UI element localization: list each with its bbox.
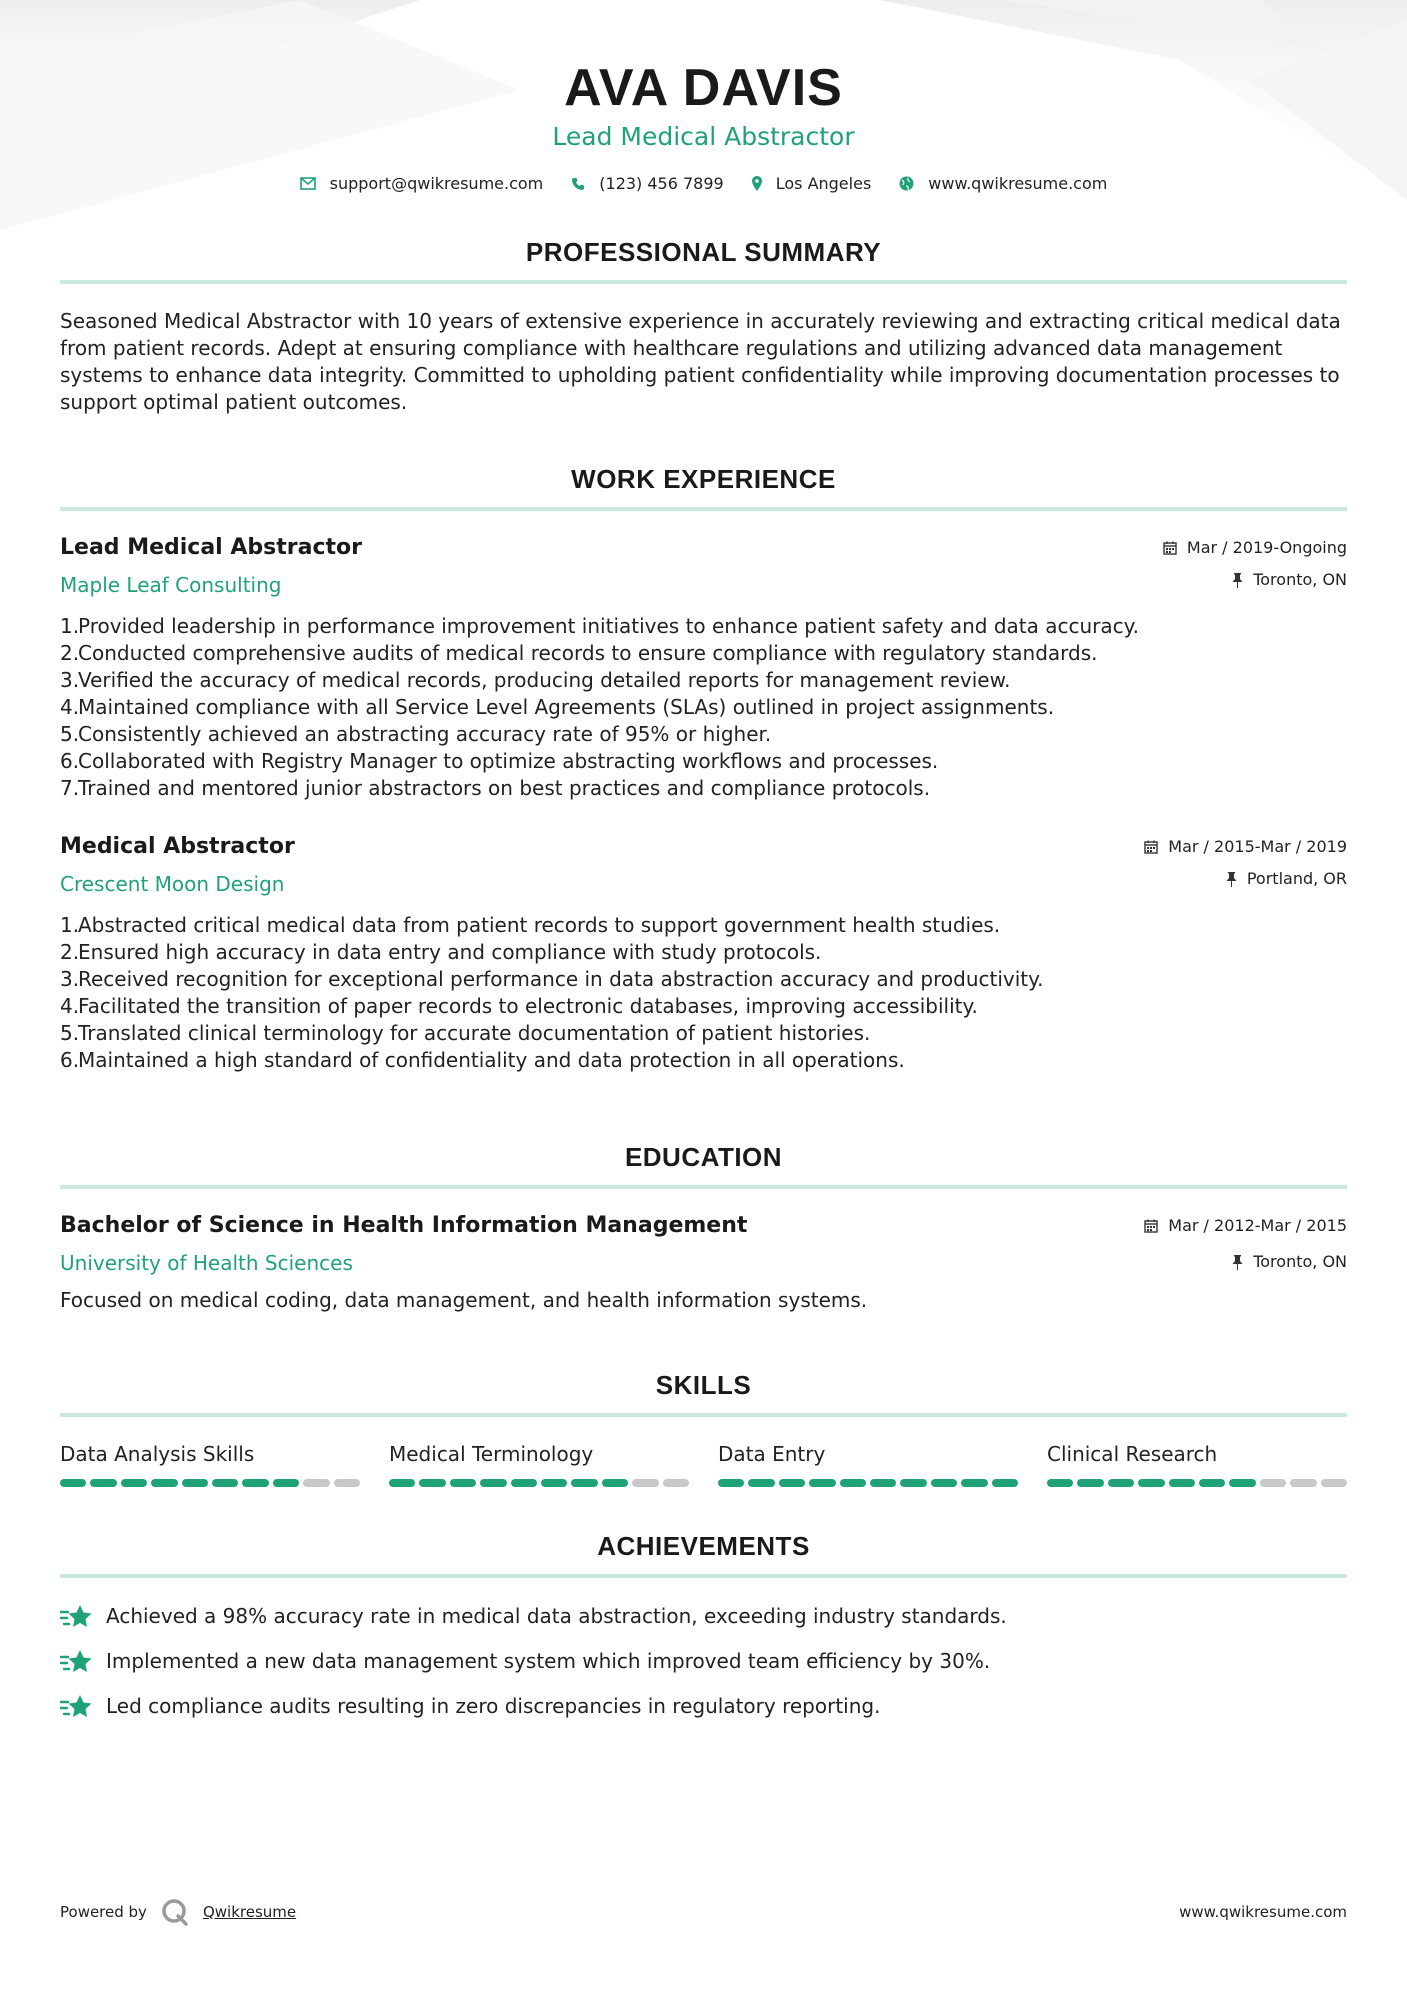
skill-segment-filled	[1229, 1479, 1255, 1487]
skill-segment-filled	[1047, 1479, 1073, 1487]
skill-segment-filled	[992, 1479, 1018, 1487]
skill-segment-empty	[1290, 1479, 1316, 1487]
education-section	[60, 1142, 1347, 1314]
skill-item	[389, 1441, 689, 1487]
skill-segment-filled	[182, 1479, 208, 1487]
page-footer	[60, 1898, 1347, 1926]
list-item: 5. Translated clinical terminology for accurate documentation of patient histories.	[60, 1021, 871, 1045]
skill-segment-filled	[602, 1479, 628, 1487]
skill-segment-filled	[90, 1479, 116, 1487]
section-divider	[60, 1413, 1347, 1417]
skill-segment-filled	[809, 1479, 835, 1487]
job-bullets	[60, 912, 1347, 1074]
skill-name: Data Entry	[718, 1442, 826, 1466]
contact-email-text: support@qwikresume.com	[329, 174, 544, 193]
job-entry	[60, 832, 1347, 1074]
skill-name: Clinical Research	[1047, 1442, 1218, 1466]
qwikresume-logo-icon	[161, 1898, 189, 1926]
list-item: 3. Received recognition for exceptional performance in data abstraction accuracy and productivity.	[60, 967, 1044, 991]
phone-icon	[571, 177, 585, 191]
skill-segment-filled	[1077, 1479, 1103, 1487]
skill-item	[60, 1441, 360, 1487]
calendar-icon	[1144, 840, 1158, 854]
education-meta	[1144, 1215, 1347, 1273]
skill-level-bar	[60, 1479, 360, 1487]
job-company: Crescent Moon Design	[60, 872, 285, 896]
skill-segment-empty	[632, 1479, 658, 1487]
skill-level-bar	[718, 1479, 1018, 1487]
skill-segment-filled	[1138, 1479, 1164, 1487]
list-item: 6. Collaborated with Registry Manager to optimize abstracting workflows and processes.	[60, 749, 939, 773]
job-dates-text: Mar / 2019-Ongoing	[1186, 538, 1347, 557]
skill-segment-empty	[1321, 1479, 1347, 1487]
star-icon	[60, 1694, 94, 1720]
candidate-title: Lead Medical Abstractor	[552, 122, 855, 151]
section-divider	[60, 280, 1347, 284]
list-item: 2. Conducted comprehensive audits of medical records to ensure compliance with regulatory standards.	[60, 641, 1098, 665]
achievements-list	[60, 1594, 1347, 1729]
qwikresume-link[interactable]: Qwikresume	[202, 1903, 297, 1921]
pushpin-icon	[1226, 872, 1237, 887]
skill-segment-filled	[931, 1479, 957, 1487]
list-item: 1. Provided leadership in performance improvement initiatives to enhance patient safety and data accuracy.	[60, 614, 1139, 638]
skill-item	[1047, 1441, 1347, 1487]
job-bullets	[60, 613, 1347, 802]
contact-phone[interactable]	[571, 174, 723, 193]
contact-bar	[60, 174, 1347, 193]
contact-phone-text: (123) 456 7899	[599, 174, 724, 193]
list-item: 7. Trained and mentored junior abstractors on best practices and compliance protocols.	[60, 776, 931, 800]
job-location	[1163, 569, 1347, 591]
list-item: Achieved a 98% accuracy rate in medical data abstraction, exceeding industry standards.	[60, 1594, 1347, 1639]
skill-segment-filled	[840, 1479, 866, 1487]
footer-website[interactable]: www.qwikresume.com	[1179, 1903, 1347, 1921]
job-location-text: Toronto, ON	[1253, 570, 1347, 589]
star-icon	[60, 1649, 94, 1675]
skill-level-bar	[1047, 1479, 1347, 1487]
globe-icon	[899, 176, 914, 191]
job-dates-text: Mar / 2015-Mar / 2019	[1168, 837, 1347, 856]
job-location-text: Portland, OR	[1246, 869, 1347, 888]
education-heading: EDUCATION	[624, 1142, 783, 1172]
job-dates	[1163, 537, 1347, 559]
skill-segment-filled	[60, 1479, 86, 1487]
skills-section	[60, 1370, 1347, 1487]
skill-segment-filled	[480, 1479, 506, 1487]
education-location	[1144, 1251, 1347, 1273]
job-location	[1144, 868, 1347, 890]
achievements-heading: ACHIEVEMENTS	[597, 1531, 810, 1561]
contact-location	[752, 174, 872, 193]
skill-segment-filled	[511, 1479, 537, 1487]
skill-segment-filled	[273, 1479, 299, 1487]
education-location-text: Toronto, ON	[1253, 1252, 1347, 1271]
contact-email[interactable]	[300, 174, 544, 193]
resume-header	[60, 0, 1347, 193]
list-item: 4. Facilitated the transition of paper records to electronic databases, improving accessibility.	[60, 994, 978, 1018]
skill-segment-empty	[334, 1479, 360, 1487]
pushpin-icon	[1232, 1255, 1243, 1270]
skill-name: Data Analysis Skills	[60, 1442, 255, 1466]
skill-segment-filled	[450, 1479, 476, 1487]
education-entry	[60, 1211, 1347, 1314]
skill-segment-filled	[151, 1479, 177, 1487]
envelope-icon	[300, 177, 316, 190]
skill-segment-filled	[121, 1479, 147, 1487]
experience-heading: WORK EXPERIENCE	[571, 464, 836, 494]
skill-name: Medical Terminology	[389, 1442, 594, 1466]
education-dates	[1144, 1215, 1347, 1237]
skill-segment-filled	[389, 1479, 415, 1487]
skill-segment-filled	[571, 1479, 597, 1487]
skills-heading: SKILLS	[655, 1370, 752, 1400]
education-dates-text: Mar / 2012-Mar / 2015	[1168, 1216, 1347, 1235]
job-meta	[1144, 836, 1347, 890]
job-meta	[1163, 537, 1347, 591]
skill-level-bar	[389, 1479, 689, 1487]
skill-segment-empty	[663, 1479, 689, 1487]
education-description: Focused on medical coding, data management, and health information systems.	[60, 1288, 868, 1312]
job-title: Lead Medical Abstractor	[60, 535, 362, 560]
education-school: University of Health Sciences	[60, 1251, 353, 1275]
contact-website-text: www.qwikresume.com	[928, 174, 1108, 193]
skill-segment-filled	[1199, 1479, 1225, 1487]
list-item: 4. Maintained compliance with all Service Level Agreements (SLAs) outlined in project assignments.	[60, 695, 1055, 719]
list-item: Implemented a new data management system which improved team efficiency by 30%.	[60, 1639, 1347, 1684]
list-item: 6. Maintained a high standard of confidentiality and data protection in all operations.	[60, 1048, 905, 1072]
skill-segment-filled	[1108, 1479, 1134, 1487]
powered-by-label: Powered by	[60, 1903, 147, 1921]
education-degree: Bachelor of Science in Health Information Management	[60, 1213, 748, 1238]
skills-list	[60, 1441, 1347, 1487]
section-divider	[60, 507, 1347, 511]
summary-section	[60, 237, 1347, 416]
skill-segment-filled	[541, 1479, 567, 1487]
job-entry	[60, 533, 1347, 802]
experience-section	[60, 464, 1347, 1074]
section-divider	[60, 1185, 1347, 1189]
list-item: Led compliance audits resulting in zero discrepancies in regulatory reporting.	[60, 1684, 1347, 1729]
map-pin-icon	[752, 176, 762, 191]
summary-text: Seasoned Medical Abstractor with 10 years of extensive experience in accurately reviewing and extracting critical medical data from patient records. Adept at ensuring compliance with healthcare regulations and utilizing advanced data management systems to enhance data integrity. Committed to upholding patient confidentiality while improving documentation processes to support optimal patient outcomes.	[60, 309, 1341, 414]
candidate-name: AVA DAVIS	[564, 59, 843, 117]
calendar-icon	[1163, 541, 1177, 555]
section-divider	[60, 1574, 1347, 1578]
skill-item	[718, 1441, 1018, 1487]
skill-segment-filled	[212, 1479, 238, 1487]
skill-segment-filled	[779, 1479, 805, 1487]
skill-segment-empty	[1260, 1479, 1286, 1487]
job-company: Maple Leaf Consulting	[60, 573, 282, 597]
job-dates	[1144, 836, 1347, 858]
list-item: 2. Ensured high accuracy in data entry and compliance with study protocols.	[60, 940, 822, 964]
skill-segment-filled	[419, 1479, 445, 1487]
powered-by	[60, 1898, 296, 1926]
skill-segment-filled	[900, 1479, 926, 1487]
pushpin-icon	[1232, 573, 1243, 588]
skill-segment-filled	[242, 1479, 268, 1487]
skill-segment-filled	[718, 1479, 744, 1487]
calendar-icon	[1144, 1219, 1158, 1233]
job-title: Medical Abstractor	[60, 834, 295, 859]
list-item: 5. Consistently achieved an abstracting accuracy rate of 95% or higher.	[60, 722, 772, 746]
skill-segment-empty	[303, 1479, 329, 1487]
list-item: 1. Abstracted critical medical data from patient records to support government health studies.	[60, 913, 1001, 937]
contact-website[interactable]	[899, 174, 1107, 193]
contact-location-text: Los Angeles	[775, 174, 872, 193]
skill-segment-filled	[961, 1479, 987, 1487]
list-item: 3. Verified the accuracy of medical records, producing detailed reports for management review.	[60, 668, 1011, 692]
achievements-section	[60, 1531, 1347, 1729]
star-icon	[60, 1604, 94, 1630]
skill-segment-filled	[870, 1479, 896, 1487]
summary-heading: PROFESSIONAL SUMMARY	[525, 237, 882, 267]
skill-segment-filled	[1169, 1479, 1195, 1487]
skill-segment-filled	[748, 1479, 774, 1487]
